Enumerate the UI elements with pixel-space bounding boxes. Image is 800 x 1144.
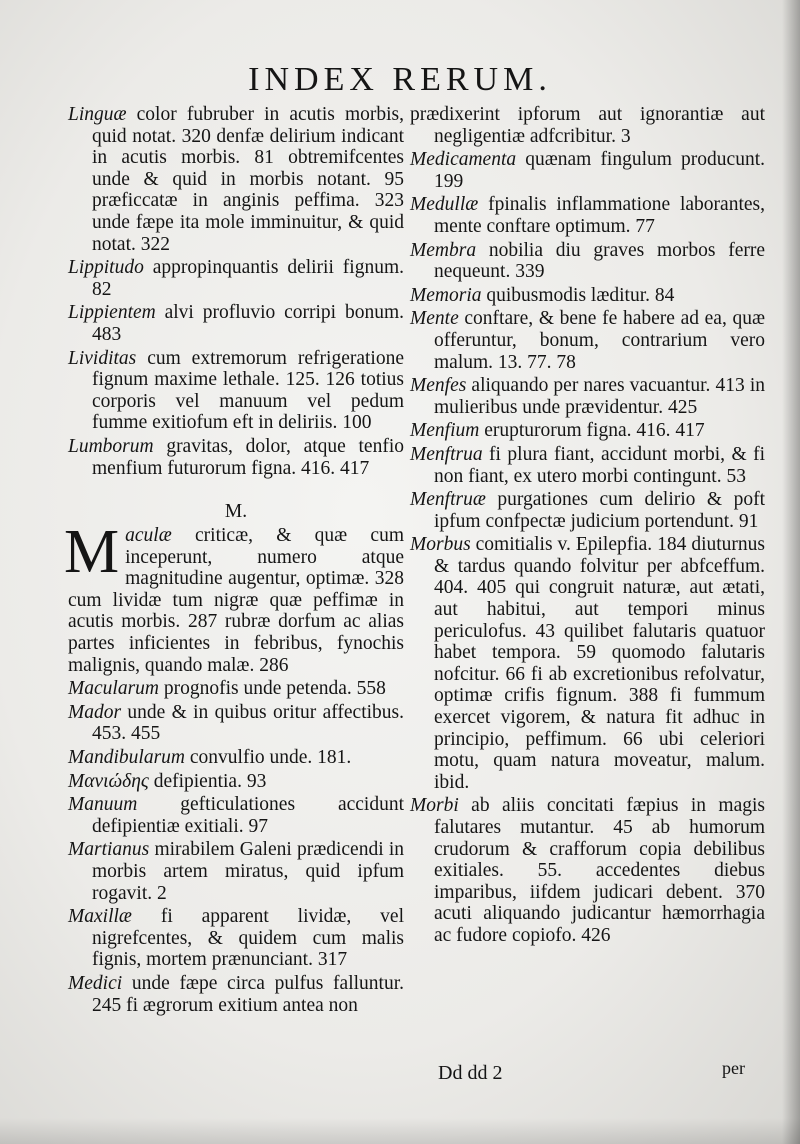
page-bottom-shadow [0, 1118, 800, 1144]
index-entry [68, 794, 404, 837]
index-term: Lividitas [68, 347, 137, 369]
index-entry [410, 534, 765, 793]
index-text: fpinalis inflammatione laborantes, mente conftare optimum. 77 [434, 194, 765, 237]
index-term: Martianus [68, 839, 150, 861]
index-text: gravitas, dolor, atque tenfio menfium futurorum figna. 416. 417 [92, 435, 404, 479]
page-title: INDEX RERUM. [248, 61, 552, 98]
index-text: quænam fingulum producunt. 199 [434, 149, 765, 192]
index-term: Menftruæ [410, 489, 486, 511]
index-term: Medullæ [410, 194, 479, 216]
index-entry [68, 436, 404, 479]
index-term: Lippientem [68, 302, 156, 324]
index-term: Medici [68, 972, 123, 994]
index-term: Lippitudo [68, 257, 144, 279]
left-entries-after [68, 678, 404, 1016]
section-letter: M. [224, 501, 248, 523]
index-entry [68, 104, 404, 255]
index-text: comitialis v. Epilepfia. 184 diuturnus & tardus quando folvitur per abfceffum. 404. 405 qui congruit naturæ, aut ætati, aut habitui, aut tempori minus periculofus. 43 quilibet falutaris quatuor habet tempora. 59 quomodo falutaris nofcitur. 66 fi ab excretionibus refolvatur, optimæ crifis fignum. 388 fi fummum exercet vigorem, & natura fit adhuc in principio, peffimum. 66 ubi celeriori motu, quam natura moveatur, malum. ibid. [434, 534, 766, 793]
index-entry [68, 678, 404, 700]
index-text: color fubruber in acutis morbis, quid notat. 320 denfæ delirium indicant in acutis morbis. 81 obtremifcentes unde & quid in morbis notant. 95 præficcatæ in anginis peffima. 323 unde fæpe ita mole imminuitur, & quid notat. 322 [92, 104, 405, 255]
dropcap-entry [64, 518, 405, 676]
index-text: fi apparent lividæ, vel nigrefcentes, & quidem cum malis fignis, mortem prænunciant. 317 [92, 906, 405, 971]
index-entry [410, 795, 765, 946]
index-term: Μανιώδης [68, 770, 149, 792]
index-entry [410, 240, 765, 283]
index-term: Memoria [410, 284, 482, 306]
index-entry [68, 839, 404, 904]
index-term: aculæ [125, 525, 172, 547]
index-text: unde & in quibus oritur affectibus. 453. 455 [92, 701, 405, 745]
index-term: Lumborum [68, 435, 154, 457]
index-term: Menftrua [410, 443, 483, 465]
index-entry [68, 702, 404, 745]
index-text: convulfio unde. 181. [189, 747, 352, 769]
signature-mark: Dd dd 2 [438, 1062, 503, 1084]
index-term: Mador [68, 701, 122, 723]
index-term: Membra [410, 239, 477, 261]
index-entry [410, 375, 765, 418]
right-entries [410, 149, 765, 946]
left-column [64, 104, 405, 1018]
index-entry [68, 771, 404, 793]
index-entry [68, 302, 404, 345]
index-entry [410, 194, 765, 237]
index-term: Mente [410, 308, 459, 330]
index-entry [410, 285, 765, 307]
index-text: ab aliis concitati fæpius in magis falutares mutantur. 45 ab humorum crudorum & crafforum copia debilibus exitiales. 55. accedentes diebus imparibus, iifdem judicari debent. 370 acuti aliquando judicantur hæmorrhagia ac fudore copiofo. 426 [434, 795, 766, 946]
index-entry [410, 149, 765, 192]
index-entry [410, 444, 765, 487]
index-entry [68, 348, 404, 434]
index-entry [410, 308, 765, 373]
right-column [410, 104, 765, 949]
index-text: quibusmodis læditur. 84 [486, 284, 675, 306]
index-text: appropinquantis delirii fignum. 82 [92, 257, 404, 300]
index-text: purgationes cum delirio & poft ipfum confpectæ judicium portendunt. 91 [434, 489, 765, 532]
index-text: gefticulationes accidunt defipientiæ exitiali. 97 [92, 794, 405, 837]
index-text: erupturorum figna. 416. 417 [484, 420, 705, 442]
index-text: aliquando per nares vacuantur. 413 in mulieribus unde prævidentur. 425 [434, 375, 765, 418]
index-text: unde fæpe circa pulfus falluntur. 245 fi ægrorum exitium antea non [92, 972, 404, 1016]
index-term: Mandibularum [68, 747, 185, 769]
index-text: prognofis unde petenda. 558 [163, 678, 386, 700]
drop-capital: M [64, 518, 120, 587]
index-entry [410, 420, 765, 442]
index-entry [68, 747, 404, 769]
catchword: per [722, 1058, 745, 1078]
index-text: fi plura fiant, accidunt morbi, & fi non fiant, ex utero morbi contingunt. 53 [434, 443, 766, 487]
page-edge-shadow [782, 0, 800, 1144]
index-text: defipientia. 93 [153, 770, 267, 792]
index-term: Manuum [68, 794, 138, 816]
index-entry [68, 257, 404, 300]
index-text: conftare, & bene fe habere ad ea, quæ offeruntur, bonum, contrarium vero malum. 13. 77. 78 [434, 308, 765, 373]
index-entry [68, 973, 404, 1016]
left-entries-before [68, 104, 404, 479]
index-text: mirabilem Galeni prædicendi in morbis artem miratus, quid ipfum rogavit. 2 [92, 839, 404, 904]
index-term: Maxillæ [68, 906, 132, 928]
index-text: nobilia diu graves morbos ferre nequeunt. 339 [434, 239, 765, 283]
index-entry [68, 906, 404, 971]
index-term: Menfium [410, 420, 480, 442]
index-entry [410, 489, 765, 532]
index-term: Menfes [410, 375, 467, 397]
index-text: cum extremorum refrigeratione fignum maxime lethale. 125. 126 totius corporis vel manuum vel pedum fumme exitiofum eft in deliriis. 100 [92, 347, 404, 434]
index-term: Medicamenta [410, 149, 517, 171]
continuation-entry: prædixerint ipforum aut ignorantiæ aut negligentiæ adfcribitur. 3 [410, 104, 765, 147]
index-term: Macularum [68, 678, 159, 700]
index-term: Morbus [410, 534, 471, 556]
page-footer [0, 1058, 800, 1092]
index-text: alvi profluvio corripi bonum. 483 [92, 302, 404, 345]
index-term: Morbi [410, 795, 459, 817]
index-text: criticæ, & quæ cum inceperunt, numero atque magnitudine augentur, optimæ. 328 cum lividæ tum nigræ quæ peffimæ in acutis morbis. 287 rubræ dorfum ac alias partes inficientes in febribus, fynochis malignis, quando malæ. 286 [68, 525, 405, 676]
index-term: Linguæ [68, 104, 127, 125]
